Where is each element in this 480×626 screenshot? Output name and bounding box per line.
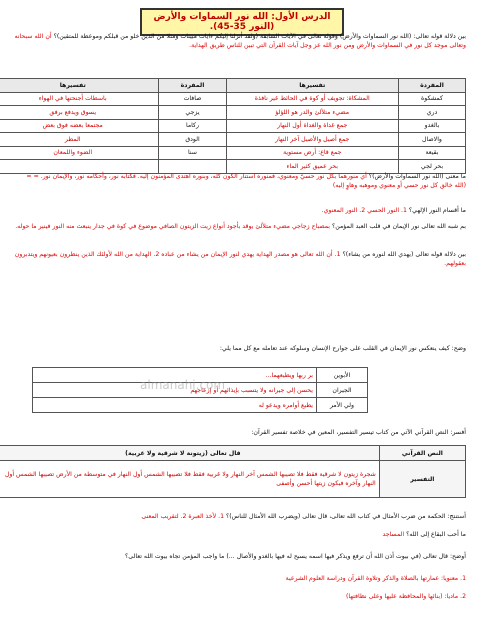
vocab-meaning: الضوء واللمعان xyxy=(0,146,159,160)
question-text: وضح: كيف ينعكس نور الإيمان في القلب على جوارح الإنسان وسلوكه عند تعامله مع كل مما يلي: xyxy=(219,345,466,352)
vocab-meaning: يسوق ويدفع برفق xyxy=(0,106,159,120)
vocab-meaning: جمع أصيل والأصيل آخر النهار xyxy=(226,133,398,147)
table-row xyxy=(0,146,466,160)
tafsir-header: النص القرآني xyxy=(379,446,465,461)
answer-text: المساجد xyxy=(382,531,405,538)
question-parables xyxy=(14,512,466,521)
vocab-word xyxy=(159,160,226,174)
relation-label: الجيران xyxy=(317,383,368,398)
relation-value: يطيع أوامره ويدعو له xyxy=(33,398,317,413)
question-text: ما معنى (الله نور السماوات والأرض)؟ xyxy=(368,173,466,180)
intro-question: بين دلالة قوله تعالى: (الله نور السماوات والأرض) وقوله تعالى في الآيات السابقة (ولقد أنزلنا إليكم ءايات مبينات ومثلا من الذين خلو من قبلكم وموعظة للمتقين)؟ xyxy=(53,33,466,40)
question-behavior xyxy=(14,344,466,353)
vocab-header-row xyxy=(0,79,466,93)
watermark: almanahj.com xyxy=(140,378,226,392)
tafsir-label: التفسير xyxy=(379,461,465,498)
question-divine-light-types xyxy=(14,206,466,215)
answer-text: 1. لأخذ العبرة 2. لتقريب المعنى xyxy=(141,513,224,520)
question-text: ما أقسام النور الإلهي؟ xyxy=(408,207,466,214)
vocab-word: بالغدو xyxy=(398,119,465,133)
vocab-meaning: مجتمعا بعضه فوق بعض xyxy=(0,119,159,133)
question-text: أستنتج: الحكمة من ضرب الأمثال في كتاب الله تعالى، قال تعالى (ويضرب الله الأمثال للناس)؟ xyxy=(225,513,466,520)
table-row xyxy=(0,92,466,106)
vocab-word: كمشكوة xyxy=(398,92,465,106)
answer-text: 1. النور الحسي 2. النور المعنوي. xyxy=(321,207,407,214)
vocab-meaning: جمع قاع: أرض مستوية xyxy=(226,146,398,160)
answer-text: 1. أن الله تعالى هو مصدر الهداية يهدي لنور الإيمان من يشاء من عباده 2. الهداية من الله لأولئك الذين ينظرون بعيونهم ويتدبرون بعقولهم. xyxy=(14,251,466,267)
question-mosques xyxy=(14,552,466,561)
vocab-word: سنا xyxy=(159,146,226,160)
tafsir-table xyxy=(0,445,466,498)
vocab-header: المفردة xyxy=(159,79,226,93)
table-row xyxy=(0,119,466,133)
question-text: ما أحب البقاع إلى الله؟ xyxy=(406,531,466,538)
vocab-word: بحر لجي xyxy=(398,160,465,174)
tafsir-body: شجرة زيتون لا شرقية فقط فلا تصيبها الشمس آخر النهار ولا غربية فقط فلا تصيبها الشمس أول النهار في متوسطة من الأرض تصيبها الشمس أول النهار وآخره فيكون زيتها أحسن وأصفى xyxy=(0,461,379,498)
vocab-word: بقيعة xyxy=(398,146,465,160)
vocab-meaning xyxy=(0,160,159,174)
relation-label: ولي الأمر xyxy=(317,398,368,413)
table-row xyxy=(0,446,466,461)
vocab-meaning: جمع غداة والغداة أول النهار xyxy=(226,119,398,133)
relation-label: الأبوين xyxy=(317,368,368,383)
vocab-meaning: المطر xyxy=(0,133,159,147)
vocabulary-table xyxy=(0,78,466,174)
vocab-meaning: بحر عميق كثير الماء xyxy=(226,160,398,174)
question-meaning xyxy=(14,172,466,190)
duty-item: 2. ماديا: (بنائها والمحافظة عليها وعلى نظافتها) xyxy=(346,593,466,600)
question-text: أوضح: قال تعالى (في بيوت أذن الله أن ترفع ويذكر فيها اسمه يسبح له فيها بالغدو والأصال ...) ما واجب المؤمن تجاه بيوت الله تعالى؟ xyxy=(125,553,466,560)
table-row xyxy=(0,133,466,147)
vocab-meaning: باسطات أجنحتها في الهواء xyxy=(0,92,159,106)
tafsir-verse: قال تعالى (زيتونة لا شرقية ولا غربية) xyxy=(0,446,379,461)
vocab-header: المفردة xyxy=(398,79,465,93)
relation-value: يحسن إلى جيرانه ولا يتسبب بإيذائهم أو إزعاجهم xyxy=(33,383,317,398)
table-row xyxy=(33,398,368,413)
question-text: بين دلالة قوله تعالى (يهدي الله لنوره من يشاء)؟ xyxy=(342,251,466,258)
question-text: بم شبه الله تعالى نور الإيمان في قلب العبد المؤمن؟ xyxy=(332,223,466,230)
duty-item: 1. معنويا: عمارتها بالصلاة والذكر وتلاوة القرآن ودراسة العلوم الشرعية xyxy=(285,575,466,582)
vocab-header: تفسيرها xyxy=(226,79,398,93)
table-row xyxy=(0,461,466,498)
vocab-word: يزجي xyxy=(159,106,226,120)
vocab-word: صافات xyxy=(159,92,226,106)
table-row xyxy=(0,160,466,174)
question-best-places xyxy=(14,530,466,539)
relation-value: بر ربها ويطيعهما... xyxy=(33,368,317,383)
vocab-meaning: مضيء متلألئ والدر هو اللؤلؤ xyxy=(226,106,398,120)
lesson-title: الدرس الأول: الله نور السماوات والأرض (النور 35-45). xyxy=(140,8,344,36)
answer-text: بمصباح زجاجي مضيء متلألئ يوقد بأجود أنواع زيت الزيتون الصافي موضوع في كوة في جدار ينبعث منه النور فينير ما حوله. xyxy=(15,223,331,230)
vocab-meaning: المشكاة: تجويف أو كوة في الحائط غير نافذة xyxy=(226,92,398,106)
intro-answer: أن الله سبحانه وتعالى موجد كل نور في السماوات والأرض ومن نور الله عز وجل آيات القرآن التي تبين للناس طريق الهداية. xyxy=(14,33,466,49)
question-guidance xyxy=(14,250,466,268)
question-simile xyxy=(14,222,466,231)
vocab-word: والاصال xyxy=(398,133,465,147)
question-tafsir xyxy=(14,428,466,437)
table-row xyxy=(0,106,466,120)
vocab-header: تفسيرها xyxy=(0,79,159,93)
question-text: أفسر: النص القرآني الآتي من كتاب تيسير التفسير، المعين في خلاصة تفسير القرآن: xyxy=(251,429,466,436)
vocab-word: ركاما xyxy=(159,119,226,133)
intro-paragraph xyxy=(14,32,466,50)
vocab-word: الودق xyxy=(159,133,226,147)
vocab-word: دري xyxy=(398,106,465,120)
answer-text: أي منورهما بكل نور حسيّ ومعنوي، فمنوره استنار الكون كله، وبنوره اهتدى المؤمنون إليه. فكتابه نور، وأحكامه نور، والإيمان نور. = = (الله خالق كل نور حسي أو معنوي وموهبه وهاوٍ إليه) xyxy=(26,173,466,189)
